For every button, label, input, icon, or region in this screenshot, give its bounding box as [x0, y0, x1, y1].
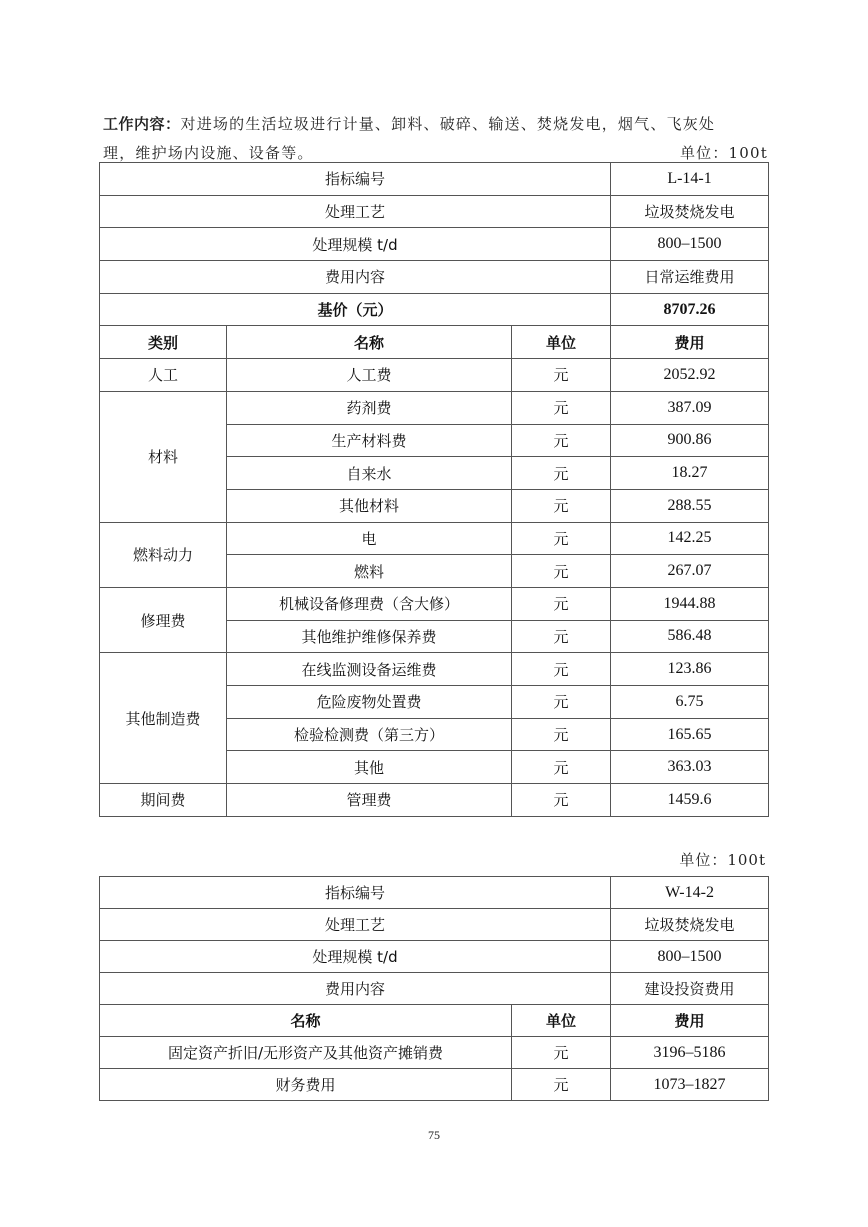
label-cell: 指标编号	[100, 163, 611, 196]
header-row-cost-content	[100, 973, 769, 1005]
cost-content-value: 日常运维费用	[611, 261, 769, 294]
page-number: 75	[428, 1128, 440, 1142]
name-cell: 其他	[227, 751, 512, 784]
unit-cell: 元	[512, 653, 611, 686]
label-cell: 处理规模 t/d	[100, 228, 611, 261]
investment-cost-table	[99, 876, 769, 1101]
name-cell: 财务费用	[100, 1069, 512, 1101]
label-cell: 处理规模 t/d	[100, 941, 611, 973]
cost-content-value: 建设投资费用	[611, 973, 769, 1005]
work-content-text-2: 理，维护场内设施、设备等。	[103, 144, 314, 162]
unit-cell: 元	[512, 620, 611, 653]
unit-cell: 元	[512, 424, 611, 457]
table-row	[100, 784, 769, 817]
table-row	[100, 653, 769, 686]
cost-cell: 267.07	[611, 555, 769, 588]
label-cell: 指标编号	[100, 877, 611, 909]
unit-cell: 元	[512, 359, 611, 392]
name-cell: 生产材料费	[227, 424, 512, 457]
column-header-category: 类别	[100, 326, 227, 359]
unit-cell: 元	[512, 489, 611, 522]
category-cell: 修理费	[100, 587, 227, 652]
table-row	[100, 359, 769, 392]
table-row	[100, 1037, 769, 1069]
name-cell: 管理费	[227, 784, 512, 817]
operation-cost-table	[99, 162, 769, 817]
unit-label-1: 单位：100t	[679, 144, 768, 162]
label-cell: 处理工艺	[100, 195, 611, 228]
name-cell: 检验检测费（第三方）	[227, 718, 512, 751]
cost-cell: 3196–5186	[611, 1037, 769, 1069]
name-cell: 其他材料	[227, 489, 512, 522]
unit-cell: 元	[512, 718, 611, 751]
label-cell: 费用内容	[100, 973, 611, 1005]
column-header-name: 名称	[100, 1005, 512, 1037]
table-row	[100, 587, 769, 620]
label-cell: 基价（元）	[100, 293, 611, 326]
header-row-base-price	[100, 293, 769, 326]
cost-cell: 142.25	[611, 522, 769, 555]
unit-cell: 元	[512, 1069, 611, 1101]
cost-cell: 123.86	[611, 653, 769, 686]
header-row-scale	[100, 941, 769, 973]
name-cell: 人工费	[227, 359, 512, 392]
name-cell: 机械设备修理费（含大修）	[227, 587, 512, 620]
process-value: 垃圾焚烧发电	[611, 195, 769, 228]
cost-cell: 900.86	[611, 424, 769, 457]
header-row-index-code	[100, 163, 769, 196]
work-content-label: 工作内容：	[103, 115, 181, 133]
label-cell: 处理工艺	[100, 909, 611, 941]
category-cell: 材料	[100, 391, 227, 522]
name-cell: 危险废物处置费	[227, 686, 512, 719]
table-row	[100, 522, 769, 555]
process-value: 垃圾焚烧发电	[611, 909, 769, 941]
index-code-value: W-14-2	[611, 877, 769, 909]
column-header-unit: 单位	[512, 1005, 611, 1037]
cost-cell: 165.65	[611, 718, 769, 751]
name-cell: 在线监测设备运维费	[227, 653, 512, 686]
cost-cell: 387.09	[611, 391, 769, 424]
cost-cell: 1944.88	[611, 587, 769, 620]
unit-label-2: 单位：100t	[679, 851, 766, 869]
column-header-cost: 费用	[611, 326, 769, 359]
unit-cell: 元	[512, 522, 611, 555]
header-row-process	[100, 195, 769, 228]
table-row	[100, 1069, 769, 1101]
unit-cell: 元	[512, 457, 611, 490]
cost-cell: 18.27	[611, 457, 769, 490]
header-row-scale	[100, 228, 769, 261]
name-cell: 自来水	[227, 457, 512, 490]
name-cell: 固定资产折旧/无形资产及其他资产摊销费	[100, 1037, 512, 1069]
category-cell: 期间费	[100, 784, 227, 817]
column-header-name: 名称	[227, 326, 512, 359]
label-cell: 费用内容	[100, 261, 611, 294]
header-row-index-code	[100, 877, 769, 909]
cost-cell: 363.03	[611, 751, 769, 784]
cost-cell: 6.75	[611, 686, 769, 719]
name-cell: 其他维护维修保养费	[227, 620, 512, 653]
base-price-value: 8707.26	[611, 293, 769, 326]
unit-cell: 元	[512, 751, 611, 784]
name-cell: 药剂费	[227, 391, 512, 424]
work-content-text-1: 对进场的生活垃圾进行计量、卸料、破碎、输送、焚烧发电，烟气、飞灰处	[180, 115, 716, 133]
cost-cell: 586.48	[611, 620, 769, 653]
scale-value: 800–1500	[611, 228, 769, 261]
category-cell: 人工	[100, 359, 227, 392]
work-content-paragraph	[103, 110, 768, 168]
unit-cell: 元	[512, 784, 611, 817]
column-header-row	[100, 1005, 769, 1037]
column-header-unit: 单位	[512, 326, 611, 359]
column-header-cost: 费用	[611, 1005, 769, 1037]
category-cell: 燃料动力	[100, 522, 227, 587]
scale-value: 800–1500	[611, 941, 769, 973]
cost-cell: 1459.6	[611, 784, 769, 817]
unit-cell: 元	[512, 1037, 611, 1069]
name-cell: 电	[227, 522, 512, 555]
header-row-process	[100, 909, 769, 941]
cost-cell: 1073–1827	[611, 1069, 769, 1101]
cost-cell: 288.55	[611, 489, 769, 522]
unit-cell: 元	[512, 686, 611, 719]
column-header-row	[100, 326, 769, 359]
index-code-value: L-14-1	[611, 163, 769, 196]
cost-cell: 2052.92	[611, 359, 769, 392]
header-row-cost-content	[100, 261, 769, 294]
category-cell: 其他制造费	[100, 653, 227, 784]
table-row	[100, 391, 769, 424]
unit-cell: 元	[512, 391, 611, 424]
name-cell: 燃料	[227, 555, 512, 588]
unit-cell: 元	[512, 587, 611, 620]
unit-cell: 元	[512, 555, 611, 588]
